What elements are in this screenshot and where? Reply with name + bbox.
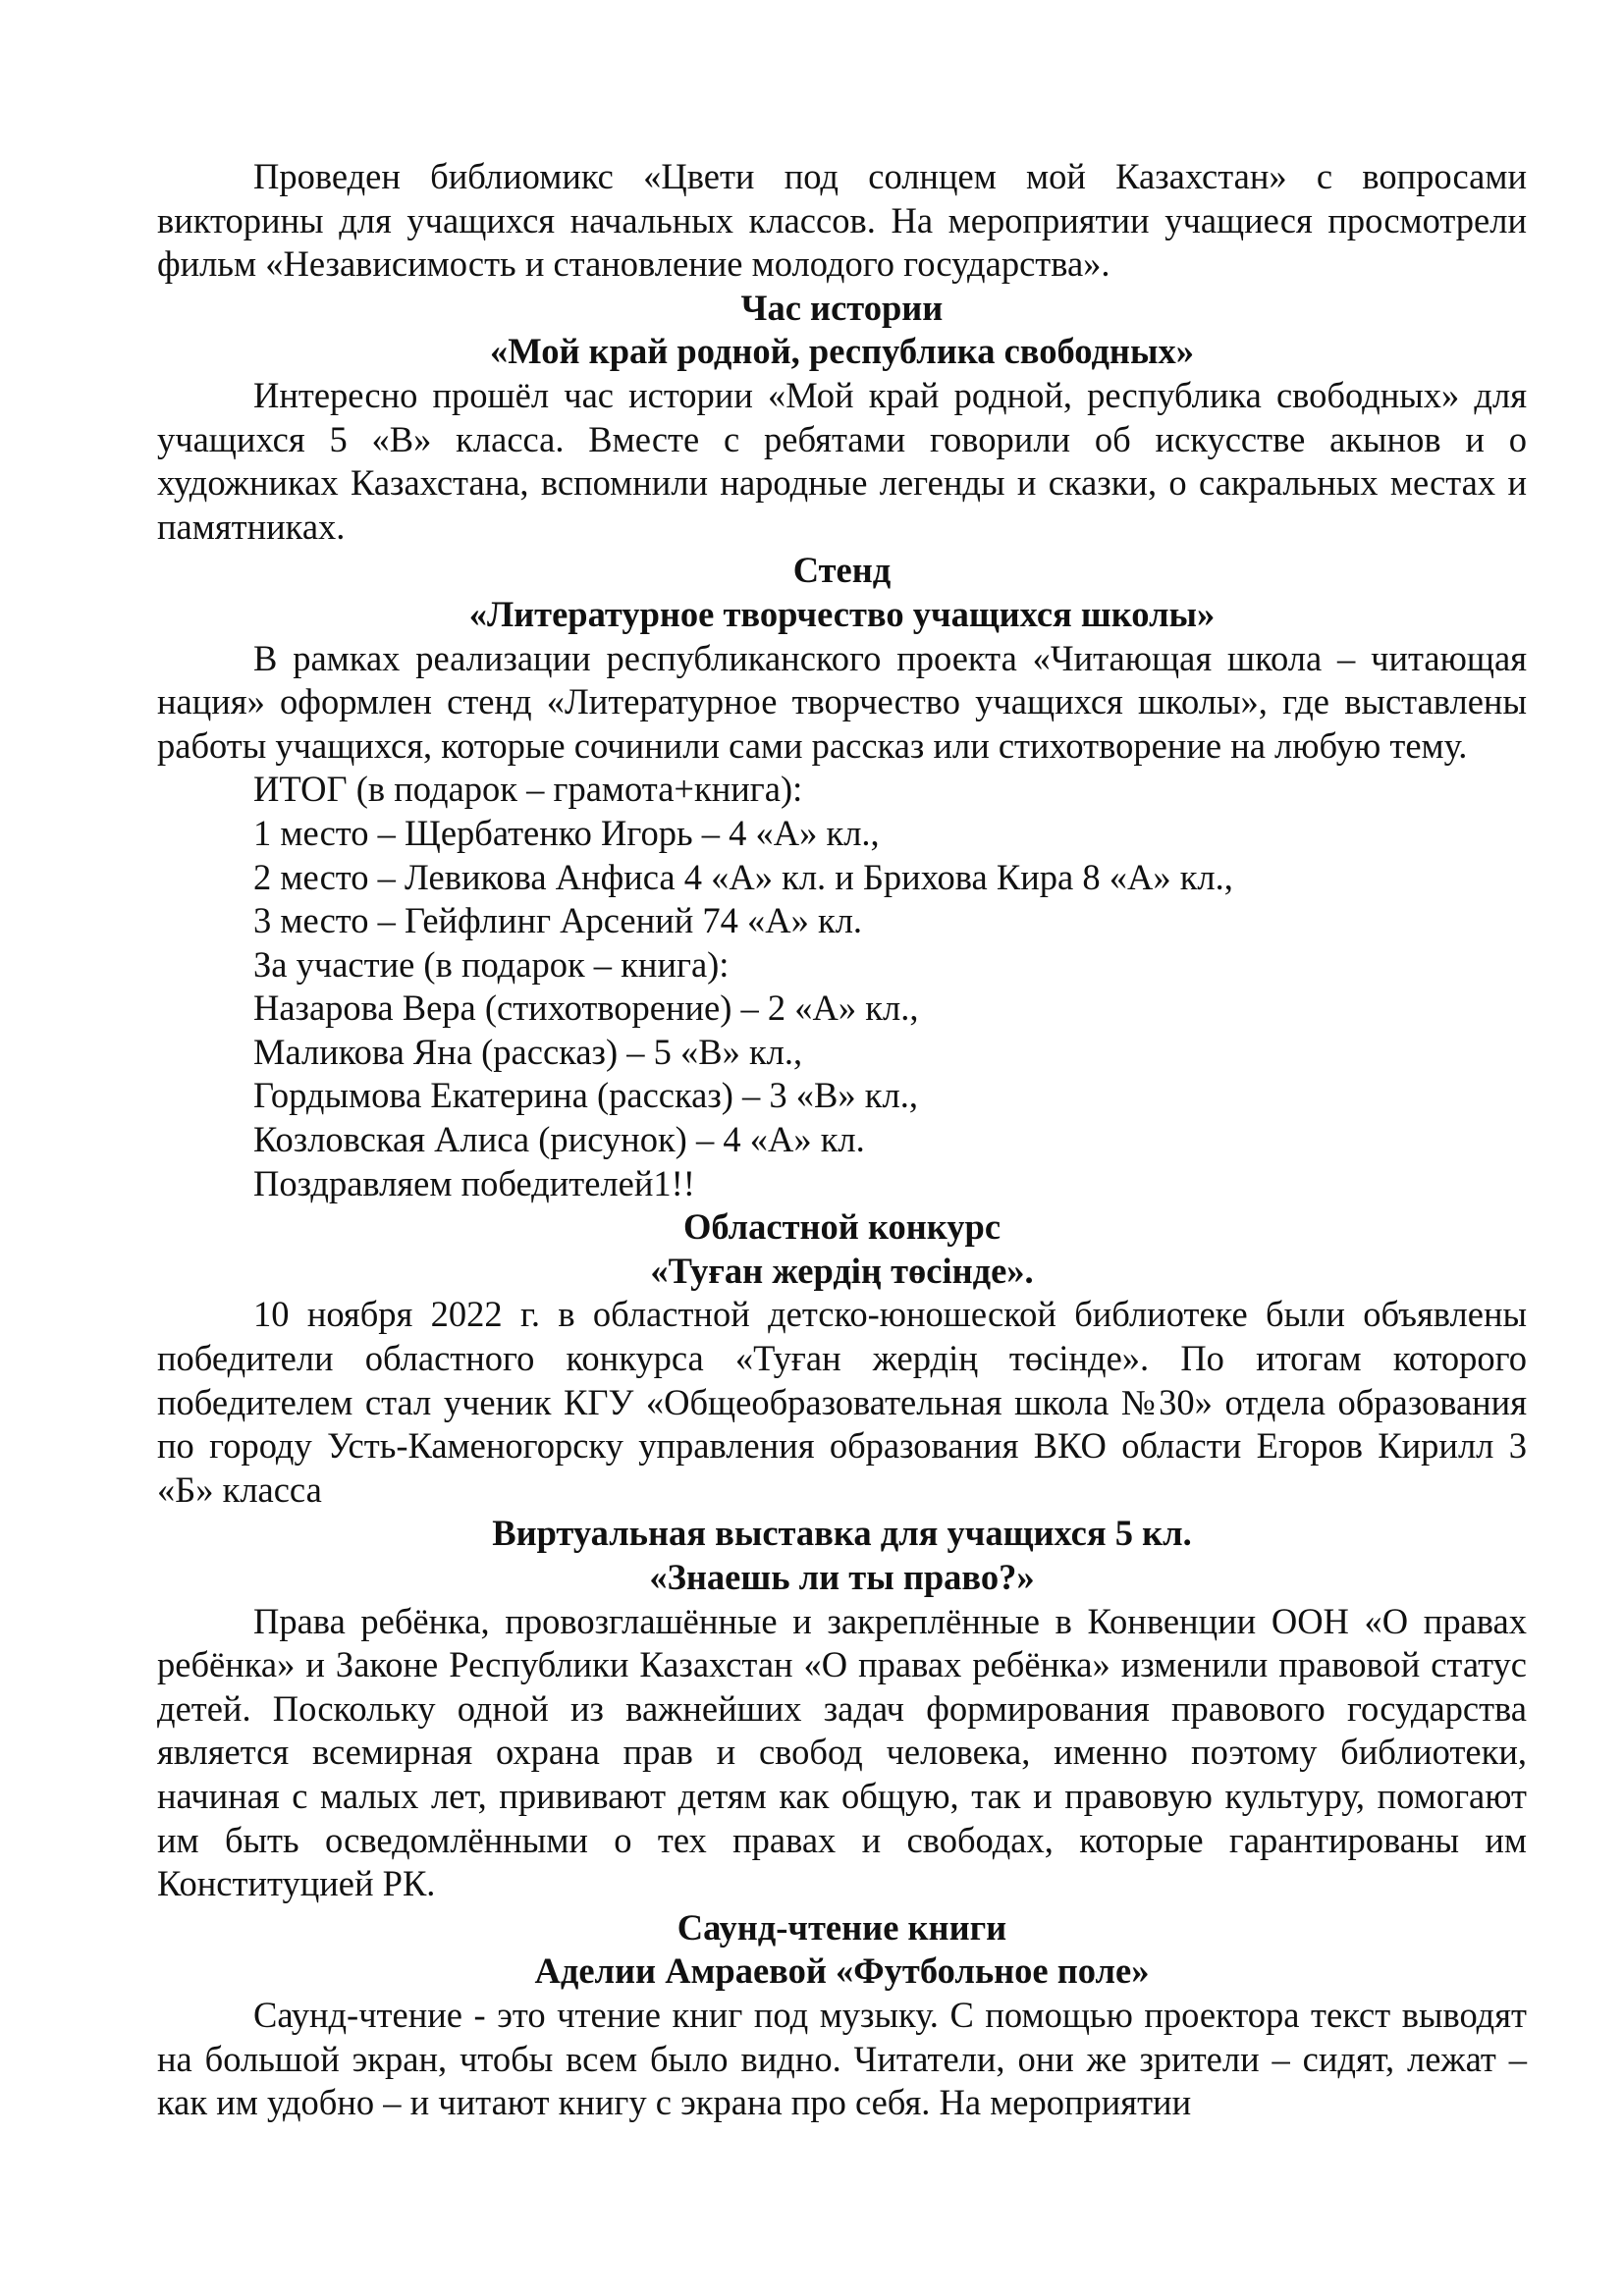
results-line: Гордымова Екатерина (рассказ) – 3 «В» кл.,	[253, 1075, 918, 1116]
paragraph-sound-reading: Саунд-чтение - это чтение книг под музыку. С помощью проектора текст выводят на большой экран, чтобы всем было видно. Читатели, они же зрители – сидят, лежат – как им удобно – и читают книгу с экрана про себя. На мероприятии	[157, 1994, 1527, 2123]
heading-sound-title: Аделии Амраевой «Футбольное поле»	[534, 1950, 1150, 1992]
results-list	[157, 768, 1527, 1205]
heading-sound-type: Саунд-чтение книги	[677, 1906, 1007, 1948]
results-line: Поздравляем победителей1!!	[253, 1162, 695, 1203]
heading-contest-title: «Туған жердің төсінде».	[650, 1250, 1034, 1291]
paragraph-bibliomix: Проведен библиомикс «Цвети под солнцем мой Казахстан» с вопросами викторины для учащихся начальных классов. На мероприятии учащиеся просмотрели фильм «Независимость и становление молодого государства».	[157, 156, 1527, 285]
heading-exhibit-type: Виртуальная выставка для учащихся 5 кл.	[492, 1513, 1192, 1554]
paragraph-stand: В рамках реализации республиканского проекта «Читающая школа – читающая нация» оформлен стенд «Литературное творчество учащихся школы», где выставлены работы учащихся, которые сочинили сами рассказ или стихотворение на любую тему.	[157, 637, 1527, 766]
results-line: ИТОГ (в подарок – грамота+книга):	[253, 769, 803, 810]
heading-stand-type: Стенд	[792, 550, 892, 591]
paragraph-contest: 10 ноября 2022 г. в областной детско-юношеской библиотеке были объявлены победители областного конкурса «Туған жердің төсінде». По итогам которого победителем стал ученик КГУ «Общеобразовательная школа №30» отдела образования по городу Усть-Каменогорску управления образования ВКО области Егоров Кирилл 3 «Б» класса	[157, 1294, 1527, 1510]
paragraph-history: Интересно прошёл час истории «Мой край родной, республика свободных» для учащихся 5 «В» класса. Вместе с ребятами говорили об искусстве акынов и о художниках Казахстана, вспомнили народные легенды и сказки, о сакральных местах и памятниках.	[157, 374, 1527, 547]
heading-history-type: Час истории	[740, 287, 944, 328]
results-line: 2 место – Левикова Анфиса 4 «А» кл. и Брихова Кира 8 «А» кл.,	[253, 856, 1233, 897]
results-line: 1 место – Щербатенко Игорь – 4 «А» кл.,	[253, 812, 880, 853]
results-line: Маликова Яна (рассказ) – 5 «В» кл.,	[253, 1031, 803, 1072]
heading-history-title: «Мой край родной, республика свободных»	[490, 331, 1194, 372]
results-line: Назарова Вера (стихотворение) – 2 «А» кл.,	[253, 988, 919, 1029]
results-line: За участие (в подарок – книга):	[253, 943, 730, 985]
heading-contest-type: Областной конкурс	[682, 1206, 1001, 1248]
document-page	[157, 155, 1527, 2125]
results-line: 3 место – Гейфлинг Арсений 74 «А» кл.	[253, 900, 863, 941]
heading-exhibit-title: «Знаешь ли ты право?»	[649, 1557, 1035, 1597]
paragraph-rights: Права ребёнка, провозглашённые и закреплённые в Конвенции ООН «О правах ребёнка» и Законе Республики Казахстан «О правах ребёнка» изменили правовой статус детей. Поскольку одной из важнейших задач формирования правового государства является всемирная охрана прав и свобод человека, именно поэтому библиотеки, начиная с малых лет, прививают детям как общую, так и правовую культуру, помогают им быть осведомлёнными о тех правах и свободах, которые гарантированы им Конституцией РК.	[157, 1600, 1527, 1904]
heading-stand-title: «Литературное творчество учащихся школы»	[468, 593, 1216, 634]
results-line: Козловская Алиса (рисунок) – 4 «А» кл.	[253, 1119, 865, 1160]
